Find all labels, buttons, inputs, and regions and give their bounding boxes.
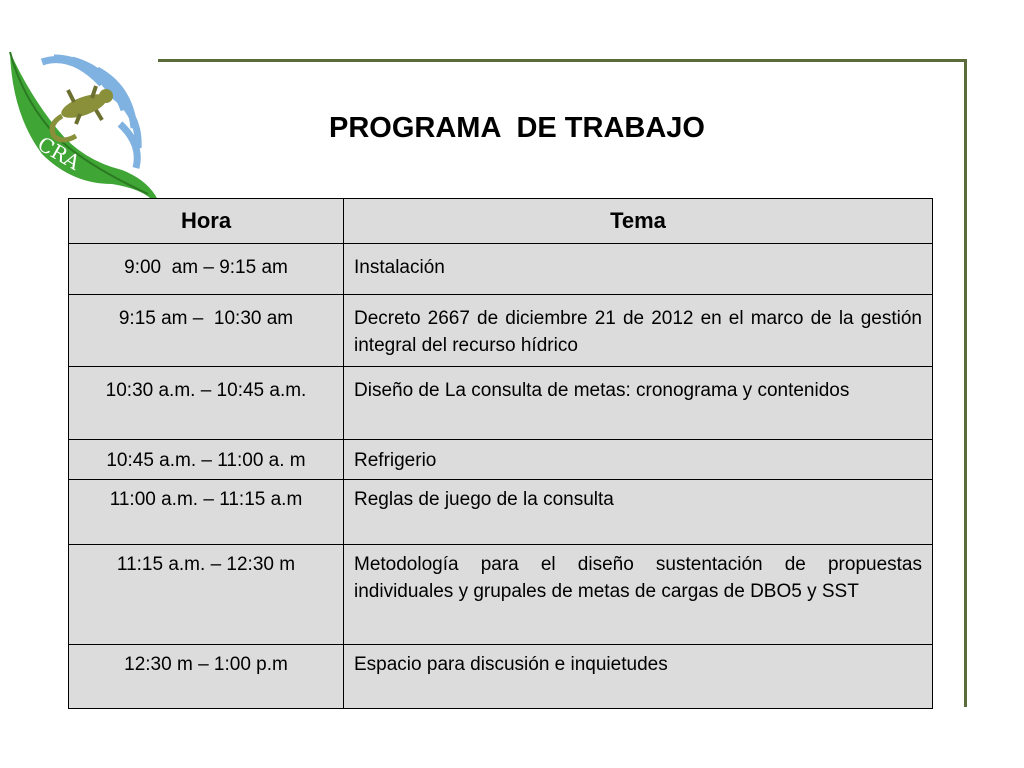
row-tema: Decreto 2667 de diciembre 21 de 2012 en el marco de la gestión integral del recurso hídrico: [344, 295, 933, 367]
row-hora: 11:00 a.m. – 11:15 a.m: [69, 480, 344, 545]
row-hora: 9:00 am – 9:15 am: [69, 244, 344, 295]
frame-right-line: [964, 59, 967, 707]
frame-top-line: [158, 59, 967, 62]
table-row: [69, 645, 933, 709]
schedule-table: [68, 198, 933, 709]
table-header-row: [69, 199, 933, 244]
row-tema: Espacio para discusión e inquietudes: [344, 645, 933, 709]
row-hora: 10:30 a.m. – 10:45 a.m.: [69, 367, 344, 440]
table-row: [69, 545, 933, 645]
cra-logo: [2, 44, 162, 204]
table-row: [69, 244, 933, 295]
row-hora: 11:15 a.m. – 12:30 m: [69, 545, 344, 645]
table-row: [69, 440, 933, 480]
page-title: PROGRAMA DE TRABAJO: [329, 112, 705, 144]
iguana-logo-icon: [52, 86, 113, 140]
row-hora: 10:45 a.m. – 11:00 a. m: [69, 440, 344, 480]
row-hora: 12:30 m – 1:00 p.m: [69, 645, 344, 709]
table-row: [69, 295, 933, 367]
header-tema: Tema: [344, 199, 933, 244]
row-tema: Instalación: [344, 244, 933, 295]
table-row: [69, 367, 933, 440]
logo-text: CRA: [33, 131, 85, 175]
row-hora: 9:15 am – 10:30 am: [69, 295, 344, 367]
header-hora: Hora: [69, 199, 344, 244]
row-tema: Refrigerio: [344, 440, 933, 480]
table-row: [69, 480, 933, 545]
row-tema: Reglas de juego de la consulta: [344, 480, 933, 545]
row-tema: Diseño de La consulta de metas: cronograma y contenidos: [344, 367, 933, 440]
row-tema: Metodología para el diseño sustentación de propuestas individuales y grupales de metas de cargas de DBO5 y SST: [344, 545, 933, 645]
